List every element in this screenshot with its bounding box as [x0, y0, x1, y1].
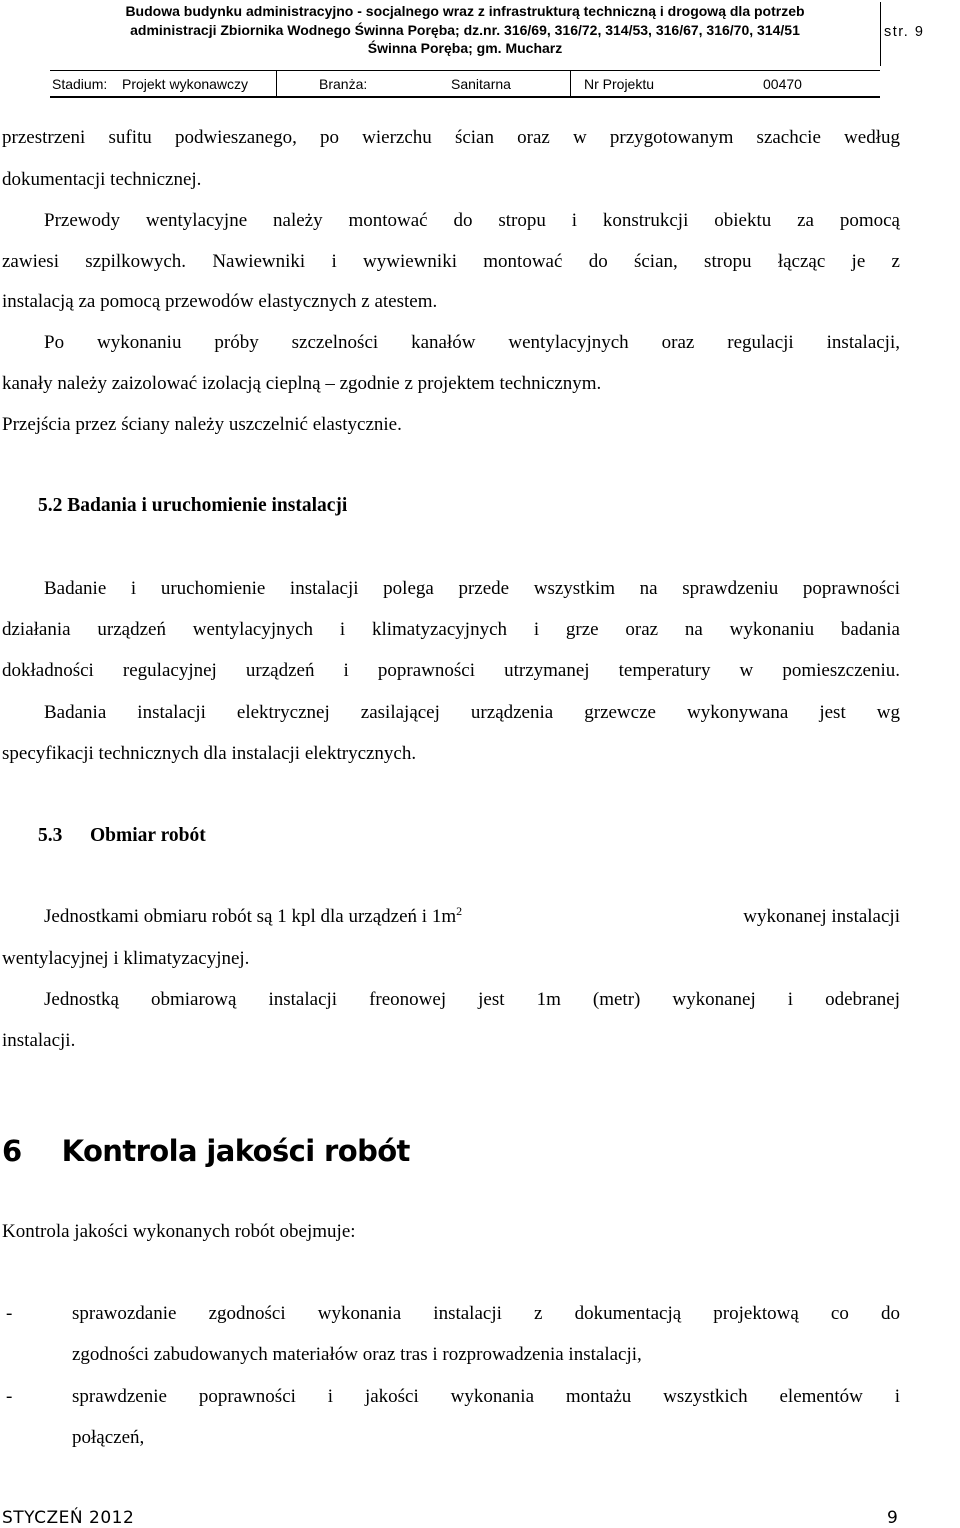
- branza-value: Sanitarna: [451, 76, 511, 92]
- project-title-line: Budowa budynku administracyjno - socjalnego wraz z infrastrukturą techniczną i drogową dla potrzeb: [125, 3, 805, 19]
- text-span: [44, 906, 462, 928]
- text-line: [44, 906, 900, 928]
- section-heading-5-2: 5.2 Badania i uruchomienie instalacji: [38, 495, 348, 516]
- text-line: Przewody wentylacyjne należy montować do stropu i konstrukcji obiektu za pomocą: [44, 210, 900, 231]
- text-line: działania urządzeń wentylacyjnych i klimatyzacyjnych i grze oraz na wykonaniu badania: [2, 619, 900, 640]
- text-line: instalacją za pomocą przewodów elastycznych z atestem.: [2, 291, 438, 312]
- branza-label: Branża:: [319, 76, 368, 92]
- bullet-item-line: połączeń,: [72, 1427, 145, 1448]
- header-page-number: str. 9: [884, 24, 925, 40]
- chapter-number: 6: [2, 1134, 22, 1168]
- text-line: przestrzeni sufitu podwieszanego, po wierzchu ścian oraz w przygotowanym szachcie według: [2, 127, 900, 148]
- project-title-line: Świnna Poręba; gm. Mucharz: [367, 40, 563, 56]
- text-line: Jednostką obmiarową instalacji freonowej jest 1m (metr) wykonanej i odebranej: [44, 989, 900, 1010]
- text-line: kanały należy zaizolować izolacją cieplną – zgodnie z projektem technicznym.: [2, 373, 602, 394]
- text-line: Badania instalacji elektrycznej zasilającej urządzenia grzewcze wykonywana jest wg: [44, 702, 900, 723]
- text-line: Badanie i uruchomienie instalacji polega przede wszystkim na sprawdzeniu poprawności: [44, 578, 900, 599]
- footer-page-number: 9: [887, 1508, 899, 1528]
- footer-date: STYCZEŃ 2012: [2, 1508, 135, 1528]
- bullet-item-line: sprawozdanie zgodności wykonania instalacji z dokumentacją projektową co do: [72, 1303, 900, 1324]
- text-line: Przejścia przez ściany należy uszczelnić elastycznie.: [2, 414, 402, 435]
- header-separator: [570, 71, 571, 96]
- project-number-label: Nr Projektu: [584, 76, 655, 92]
- page-header: [50, 0, 930, 96]
- text-span: Jednostkami obmiaru robót są 1 kpl dla urządzeń i 1m: [44, 906, 457, 927]
- text-line: dokumentacji technicznej.: [2, 169, 202, 190]
- text-line: Kontrola jakości wykonanych robót obejmuje:: [2, 1221, 356, 1242]
- bullet-item-line: sprawdzenie poprawności i jakości wykonania montażu wszystkich elementów i: [72, 1386, 900, 1407]
- stadium-value: Projekt wykonawczy: [122, 76, 249, 92]
- text-line: wentylacyjnej i klimatyzacyjnej.: [2, 948, 250, 969]
- stadium-label: Stadium:: [52, 76, 108, 92]
- text-line: specyfikacji technicznych dla instalacji elektrycznych.: [2, 743, 417, 764]
- text-line: instalacji.: [2, 1030, 76, 1051]
- chapter-title: Kontrola jakości robót: [61, 1134, 410, 1168]
- project-title-line: administracji Zbiornika Wodnego Świnna Poręba; dz.nr. 316/69, 316/72, 314/53, 316/67, 316/70, 314/51: [130, 21, 800, 38]
- section-number-5-3: 5.3: [38, 825, 63, 846]
- bullet-item-line: zgodności zabudowanych materiałów oraz tras i rozprowadzenia instalacji,: [72, 1344, 642, 1365]
- text-line: Po wykonaniu próby szczelności kanałów wentylacyjnych oraz regulacji instalacji,: [44, 332, 900, 353]
- header-bottom-rule: [50, 96, 880, 98]
- header-divider: [50, 70, 880, 71]
- header-separator: [276, 71, 277, 96]
- text-line: dokładności regulacyjnej urządzeń i poprawności utrzymanej temperatury w pomieszczeniu.: [2, 660, 900, 681]
- text-line: zawiesi szpilkowych. Nawiewniki i wywiewniki montować do ścian, stropu łącząc je z: [2, 251, 900, 272]
- superscript: 2: [456, 904, 463, 918]
- bullet-dash: -: [6, 1303, 13, 1324]
- bullet-dash: -: [6, 1386, 13, 1407]
- section-heading-5-3: Obmiar robót: [90, 825, 206, 846]
- project-number-value: 00470: [763, 76, 802, 92]
- project-title: [50, 2, 881, 66]
- chapter-heading-6: [2, 1134, 410, 1168]
- text-span: wykonanej instalacji: [743, 906, 900, 927]
